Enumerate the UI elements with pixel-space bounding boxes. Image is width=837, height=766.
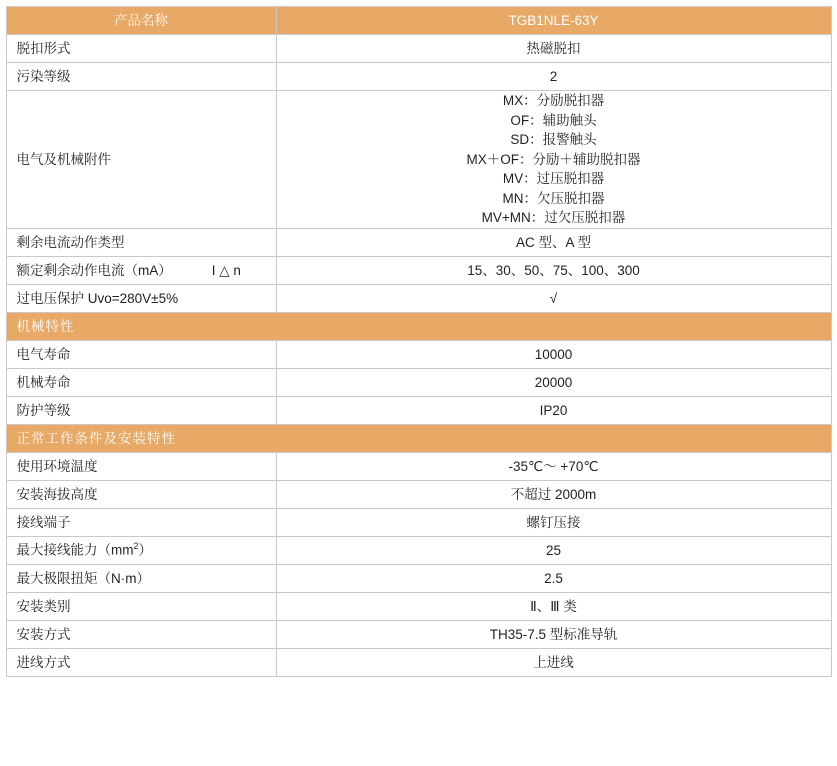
table-row [6, 91, 831, 229]
row-value: 15、30、50、75、100、300 [276, 256, 831, 284]
accessory-line: MV：过压脱扣器 [502, 171, 605, 187]
table-row [6, 340, 831, 368]
row-value-multiline [276, 91, 831, 229]
row-label: 污染等级 [6, 63, 276, 91]
row-label: 接线端子 [6, 508, 276, 536]
table-row [6, 228, 831, 256]
row-label: 额定剩余动作电流（mA） I △ n [6, 256, 276, 284]
row-value: 螺钉压接 [276, 508, 831, 536]
section-title: 正常工作条件及安装特性 [6, 424, 831, 452]
header-product-name-cell: 产品名称 [6, 7, 276, 35]
table-row [6, 35, 831, 63]
row-value: Ⅱ、Ⅲ 类 [276, 592, 831, 620]
row-label: 脱扣形式 [6, 35, 276, 63]
row-label: 使用环境温度 [6, 452, 276, 480]
row-label: 安装类别 [6, 592, 276, 620]
row-label: 进线方式 [6, 648, 276, 676]
table-row [6, 620, 831, 648]
table-row [6, 508, 831, 536]
table-header-row [6, 7, 831, 35]
table-body [6, 7, 831, 677]
row-value: 上进线 [276, 648, 831, 676]
row-label: 电气寿命 [6, 340, 276, 368]
accessory-line: MX：分励脱扣器 [502, 93, 605, 108]
table-row [6, 396, 831, 424]
row-label: 剩余电流动作类型 [6, 228, 276, 256]
row-value: AC 型、A 型 [276, 228, 831, 256]
row-value: 2.5 [276, 564, 831, 592]
row-label: 机械寿命 [6, 368, 276, 396]
row-label: 安装方式 [6, 620, 276, 648]
table-row [6, 256, 831, 284]
row-value: -35℃～ +70℃ [276, 452, 831, 480]
row-label: 最大接线能力$(mm^2)$ [6, 536, 276, 564]
row-label: 电气及机械附件 [6, 91, 276, 229]
header-product-model-cell: TGB1NLE-63Y [276, 7, 831, 35]
row-value: IP20 [276, 396, 831, 424]
table-row [6, 564, 831, 592]
row-value: 热磁脱扣 [276, 35, 831, 63]
row-label: 过电压保护 Uvo=280V±5% [6, 284, 276, 312]
row-value: 10000 [276, 340, 831, 368]
row-value: 20000 [276, 368, 831, 396]
row-value: 2 [276, 63, 831, 91]
accessory-line: OF：辅助触头 [510, 112, 597, 128]
row-value: TH35-7.5 型标准导轨 [276, 620, 831, 648]
row-label: 最大极限扭矩（N·m） [6, 564, 276, 592]
table-row [6, 368, 831, 396]
table-row [6, 452, 831, 480]
table-row [6, 284, 831, 312]
accessory-line: MV+MN：过欠压脱扣器 [481, 210, 626, 226]
table-row [6, 592, 831, 620]
row-value: 不超过 2000m [276, 480, 831, 508]
label-suffix: I △ n [211, 262, 241, 278]
table-row [6, 63, 831, 91]
accessory-line: SD：报警触头 [510, 132, 597, 148]
row-value: 25 [276, 536, 831, 564]
row-label: 防护等级 [6, 396, 276, 424]
row-label: 安装海拔高度 [6, 480, 276, 508]
accessory-line: MN：欠压脱扣器 [502, 190, 605, 206]
table-row [6, 648, 831, 676]
accessory-line: MX＋OF：分励＋辅助脱扣器 [466, 151, 641, 167]
table-section-row [6, 312, 831, 340]
table-row [6, 480, 831, 508]
label-superscript: 2 [133, 541, 139, 552]
product-specification-table [6, 6, 832, 677]
table-row [6, 536, 831, 564]
section-title: 机械特性 [6, 312, 831, 340]
table-section-row [6, 424, 831, 452]
row-value: √ [276, 284, 831, 312]
